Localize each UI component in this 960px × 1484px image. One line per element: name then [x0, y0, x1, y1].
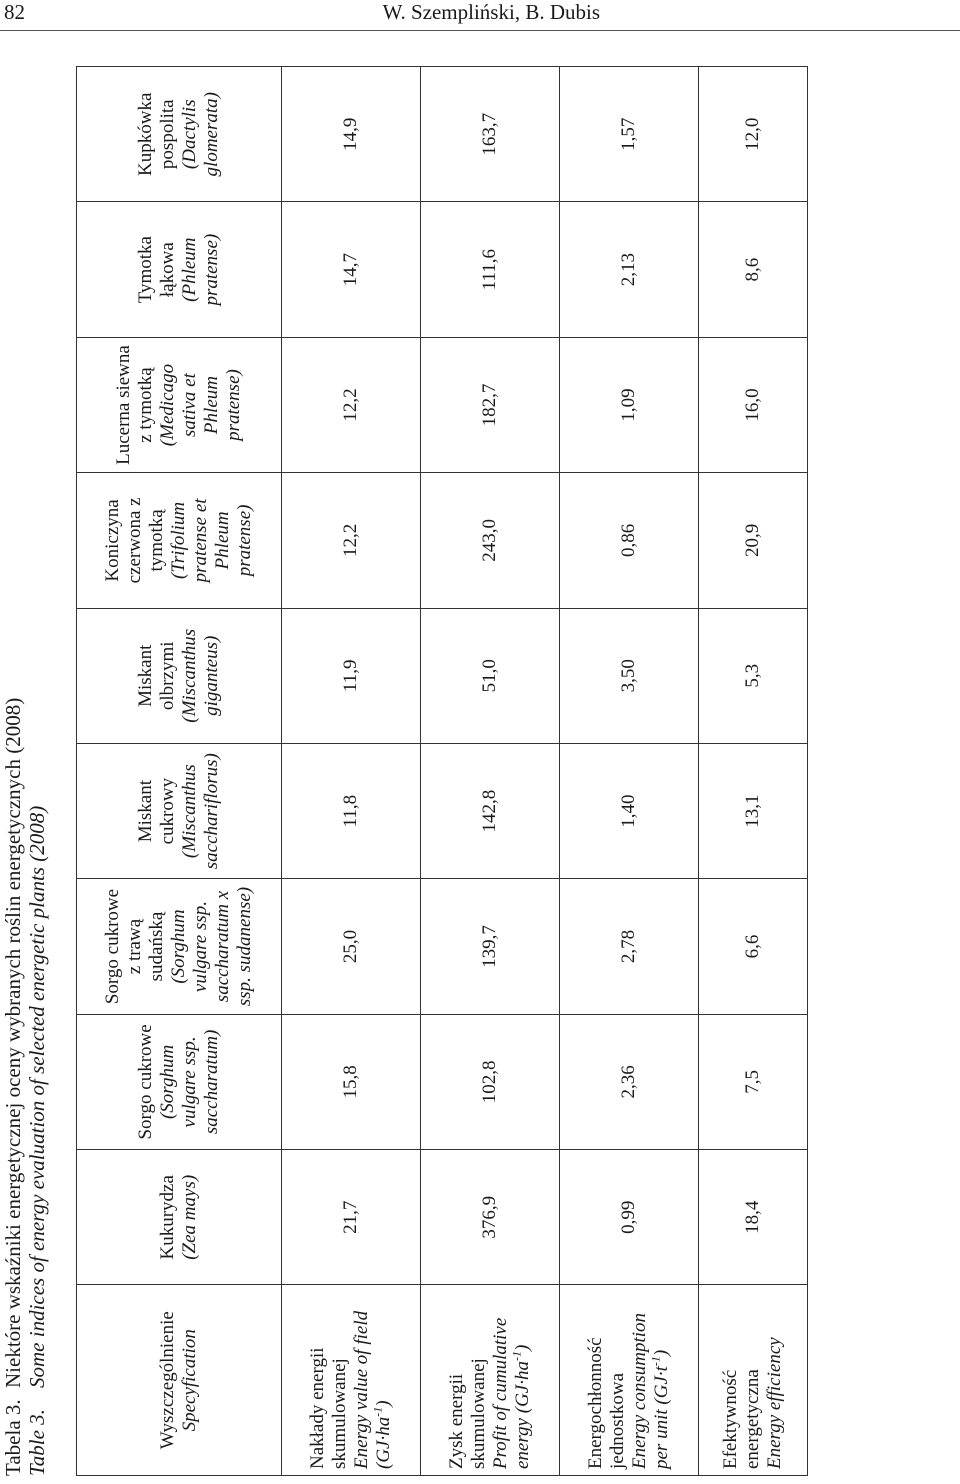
caption-pl-label: Tabela 3.: [1, 1399, 25, 1476]
row-label-pl: Zysk energii skumulowanej: [446, 1358, 489, 1469]
row-label: [421, 1285, 560, 1476]
running-head: W. Szempliński, B. Dubis: [382, 0, 600, 24]
table-row: [421, 67, 560, 1476]
table-header-row: [77, 67, 282, 1476]
column-name-latin: (Sorghum vulgare ssp. saccharatum x ssp. sudanense): [168, 886, 255, 1007]
column-header: [77, 202, 282, 337]
caption-english: [24, 806, 50, 1476]
column-name-pl: Miskant cukrowy: [135, 777, 178, 845]
table-cell: 12,0: [699, 67, 808, 202]
table-cell: 21,7: [282, 1150, 421, 1285]
column-header: [77, 337, 282, 472]
table-cell: 13,1: [699, 743, 808, 878]
row-label: [699, 1285, 808, 1476]
row-label-pl: Energochłonność jednostkowa: [585, 1337, 628, 1469]
row-label-pl: Efektywność energetyczna: [720, 1369, 763, 1469]
row-label-en: Profit of cumulative energy $(GJ\cdot ha^{-1})$: [490, 1317, 533, 1469]
column-header: [77, 1150, 282, 1285]
table-row: [560, 67, 699, 1476]
table-cell: 8,6: [699, 202, 808, 337]
column-name-latin: (Miscanthus sacchariflorus): [179, 753, 222, 870]
caption-pl-text: Niektóre wskaźniki energetycznej oceny wybranych roślin energetycznych (2008): [1, 697, 25, 1388]
column-name-pl: Kupkówka pospolita: [135, 92, 178, 176]
row-label-en: Energy value of field $(GJ\cdot ha^{-1})$: [351, 1310, 394, 1469]
table-cell: 1,09: [560, 337, 699, 472]
column-name-latin: (Dactylis glomerata): [179, 92, 222, 177]
spec-header-cell: [77, 1285, 282, 1476]
caption-en-text: Some indices of energy evaluation of selected energetic plants (2008): [25, 805, 49, 1388]
table-cell: 0,99: [560, 1150, 699, 1285]
table-cell: 20,9: [699, 473, 808, 608]
column-name-latin: (Medicago sativa et Phleum pratense): [157, 363, 244, 447]
table-row: [282, 67, 421, 1476]
column-name-latin: (Phleum pratense): [179, 233, 222, 306]
table-cell: 7,5: [699, 1014, 808, 1149]
row-label: [282, 1285, 421, 1476]
table-cell: 142,8: [421, 743, 560, 878]
spec-header-en: Specyfication: [179, 1329, 200, 1432]
table-cell: 1,40: [560, 743, 699, 878]
table-cell: 102,8: [421, 1014, 560, 1149]
table-cell: 376,9: [421, 1150, 560, 1285]
table-cell: 182,7: [421, 337, 560, 472]
table-cell: 11,8: [282, 743, 421, 878]
table-cell: 1,57: [560, 67, 699, 202]
row-label: [560, 1285, 699, 1476]
column-name-pl: Koniczyna czerwona z tymotką: [102, 497, 167, 584]
column-header: [77, 879, 282, 1014]
column-header: [77, 1014, 282, 1149]
table-cell: 14,7: [282, 202, 421, 337]
table-cell: 3,50: [560, 608, 699, 743]
column-name-latin: (Zea mays): [179, 1174, 200, 1260]
table-row: [699, 67, 808, 1476]
table-cell: 15,8: [282, 1014, 421, 1149]
column-header: [77, 473, 282, 608]
caption-polish: [0, 698, 26, 1476]
column-name-pl: Tymotka łąkowa: [135, 236, 178, 304]
table-cell: 139,7: [421, 879, 560, 1014]
table-cell: 11,9: [282, 608, 421, 743]
table-cell: 16,0: [699, 337, 808, 472]
column-header: [77, 608, 282, 743]
table-cell: 12,2: [282, 337, 421, 472]
column-name-latin: (Miscanthus giganteus): [179, 628, 222, 723]
column-name-latin: (Trifolium pratense et Phleum pratense): [168, 498, 255, 583]
table-cell: 111,6: [421, 202, 560, 337]
column-name-pl: Sorgo cukrowe z trawą sudańską: [102, 888, 167, 1005]
energy-table: [76, 66, 808, 1476]
table-cell: 0,86: [560, 473, 699, 608]
table-cell: 51,0: [421, 608, 560, 743]
table-cell: 2,13: [560, 202, 699, 337]
table-cell: 25,0: [282, 879, 421, 1014]
column-name-pl: Lucerna siewna z tymotką: [113, 345, 156, 465]
caption-en-label: Table 3.: [25, 1409, 49, 1476]
row-label-en: Energy efficiency: [764, 1337, 785, 1469]
table-cell: 2,36: [560, 1014, 699, 1149]
table-cell: 163,7: [421, 67, 560, 202]
page-number: 82: [4, 0, 25, 24]
column-name-pl: Sorgo cukrowe: [135, 1024, 156, 1140]
column-header: [77, 743, 282, 878]
spec-header-pl: Wyszczególnienie: [157, 1311, 178, 1450]
column-name-pl: Miskant olbrzymi: [135, 641, 178, 711]
column-header: [77, 67, 282, 202]
row-label-en: Energy consumption per unit $(GJ\cdot t^{-1})$: [629, 1312, 672, 1469]
column-name-pl: Kukurydza: [157, 1175, 178, 1260]
column-name-latin: (Sorghum vulgare ssp. saccharatum): [157, 1029, 222, 1135]
table-cell: 6,6: [699, 879, 808, 1014]
table-cell: 18,4: [699, 1150, 808, 1285]
table-cell: 243,0: [421, 473, 560, 608]
table-cell: 12,2: [282, 473, 421, 608]
table-cell: 5,3: [699, 608, 808, 743]
row-label-pl: Nakłady energii skumulowanej: [307, 1347, 350, 1469]
table-cell: 2,78: [560, 879, 699, 1014]
table-cell: 14,9: [282, 67, 421, 202]
